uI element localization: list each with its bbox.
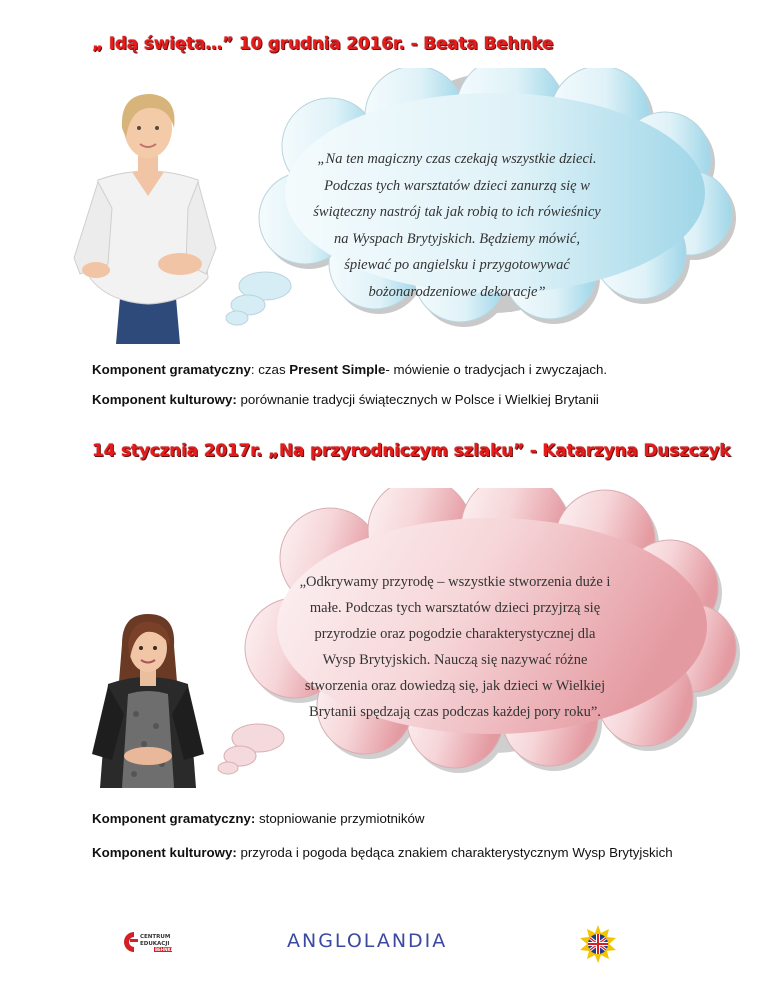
presenter-photo-2 [86,614,210,788]
grammar-text: - mówienie o tradycjach i zwyczajach. [385,362,608,377]
culture-text: porównanie tradycji świątecznych w Polsce i Wielkiej Brytanii [236,392,599,407]
grammar-component-1 [92,362,607,377]
quote-2-line: małe. Podczas tych warsztatów dzieci przyjrzą się [309,600,601,616]
grammar-text: : czas [250,362,290,377]
culture-component-1 [92,392,599,407]
culture-label: Komponent kulturowy: [92,392,237,407]
grammar-tense: Present Simple [289,362,386,377]
quote-2-line: stworzenia oraz dowiedzą się, jak dzieci w Wielkiej [304,678,606,694]
quote-1 [292,146,622,305]
quote-2-line: przyrodzie oraz pogodzie charakterystycznej dla [314,626,596,642]
logo-line: CENTRUM [140,934,171,940]
section-1-heading: „ Idą święta…” 10 grudnia 2016r. - Beata Behnke [92,34,554,54]
presenter-photo-1 [68,88,228,344]
quote-2-line: „Odkrywamy przyrodę – wszystkie stworzenia duże i [299,574,611,590]
quote-1-line: na Wyspach Brytyjskich. Będziemy mówić, [334,230,580,247]
quote-1-line: bożonarodzeniowe dekoracje” [368,283,546,300]
grammar-component-2 [92,811,425,826]
culture-text: przyroda i pogoda będąca znakiem charakterystycznym Wysp Brytyjskich [236,845,673,860]
quote-1-line: „Na ten magiczny czas czekają wszystkie dzieci. [317,151,597,167]
anglolandia-badge-icon [579,925,617,963]
logo-line: EDUKACJI [140,941,170,947]
quote-2 [285,569,625,725]
centrum-edukacji-logo [118,929,178,955]
quote-1-line: śpiewać po angielsku i przygotowywać [344,257,570,273]
quote-2-line: Wysp Brytyjskich. Nauczą się nazywać różne [322,652,588,668]
section-2-heading: 14 stycznia 2017r. „Na przyrodniczym szlaku” - Katarzyna Duszczyk [92,441,731,461]
anglolandia-brand: ANGLOLANDIA [287,930,448,952]
quote-1-line: Podczas tych warsztatów dzieci zanurzą się w [324,177,590,194]
grammar-label: Komponent gramatyczny: [92,811,256,826]
grammar-label: Komponent gramatyczny [92,362,251,377]
grammar-text: stopniowanie przymiotników [255,811,425,826]
culture-component-2 [92,839,679,867]
quote-2-line: Brytanii spędzają czas podczas każdej pory roku”. [309,704,601,720]
logo-line: BEHNKE [155,947,174,953]
quote-1-line: świąteczny nastrój tak jak robią to ich rówieśnicy [313,204,601,220]
culture-label: Komponent kulturowy: [92,845,237,860]
